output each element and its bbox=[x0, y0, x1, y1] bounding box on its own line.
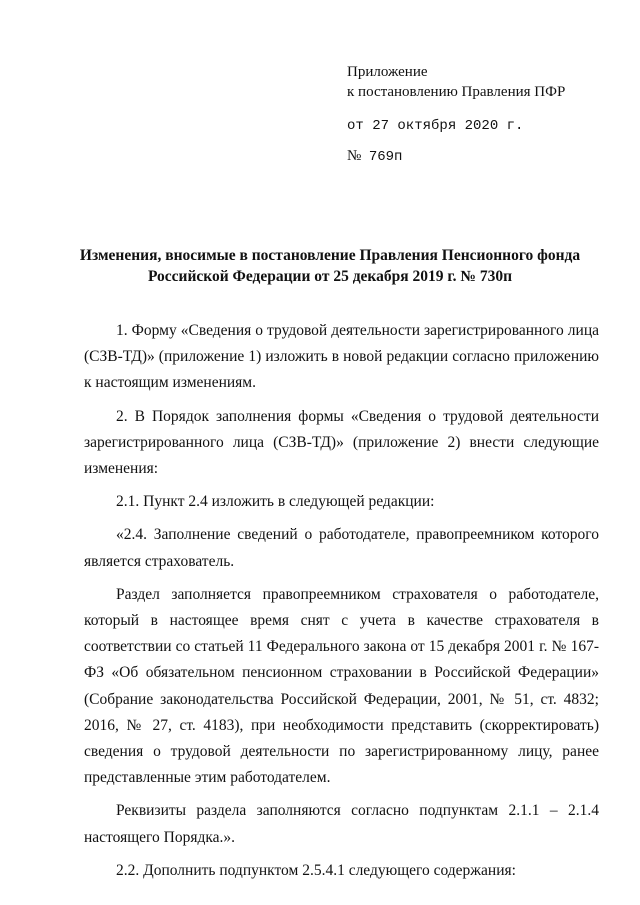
paragraph-section-description: Раздел заполняется правопреемником страхователя о работодателе, который в настоящее время снят с учета в качестве страхователя в соответствии со статьей 11 Федерального закона от 15 декабря 2001 г. № 167-ФЗ «Об обязательном пенсионном страховании в Российской Федерации» (Собрание законодательства Российской Федерации, 2001, № 51, ст. 4832; 2016, № 27, ст. 4183), при необходимости представить (скорректировать) сведения о трудовой деятельности по зарегистрированному лицу, ранее представленные этим работодателем. bbox=[84, 585, 599, 787]
paragraph-2: 2. В Порядок заполнения формы «Сведения о трудовой деятельности зарегистрированного лица (СЗВ-ТД)» (приложение 2) внести следующие изменения: bbox=[84, 407, 599, 478]
document-body bbox=[84, 318, 599, 891]
document-title bbox=[60, 245, 600, 287]
paragraph-2-2: 2.2. Дополнить подпунктом 2.5.4.1 следующего содержания: bbox=[116, 861, 516, 879]
appendix-number-line bbox=[347, 146, 607, 167]
paragraph-requisites: Реквизиты раздела заполняются согласно подпунктам 2.1.1 – 2.1.4 настоящего Порядка.». bbox=[84, 802, 599, 846]
paragraph-1: 1. Форму «Сведения о трудовой деятельности зарегистрированного лица (СЗВ-ТД)» (приложение 1) изложить в новой редакции согласно приложению к настоящим изменениям. bbox=[84, 322, 599, 392]
paragraph-2-4-quote: «2.4. Заполнение сведений о работодателе, правопреемником которого является страхователь. bbox=[84, 526, 599, 570]
title-line-2: Российской Федерации от 25 декабря 2019 г. № 730п bbox=[147, 268, 513, 285]
number-sign: № bbox=[347, 148, 362, 164]
appendix-date: от 27 октября 2020 г. bbox=[347, 118, 524, 134]
appendix-resolution-ref: к постановлению Правления ПФР bbox=[347, 84, 566, 100]
paragraph-2-1: 2.1. Пункт 2.4 изложить в следующей редакции: bbox=[116, 493, 435, 511]
appendix-number: 769п bbox=[368, 149, 403, 165]
appendix-header bbox=[347, 62, 607, 167]
appendix-label: Приложение bbox=[347, 64, 428, 80]
title-line-1: Изменения, вносимые в постановление Правления Пенсионного фонда bbox=[79, 247, 581, 264]
